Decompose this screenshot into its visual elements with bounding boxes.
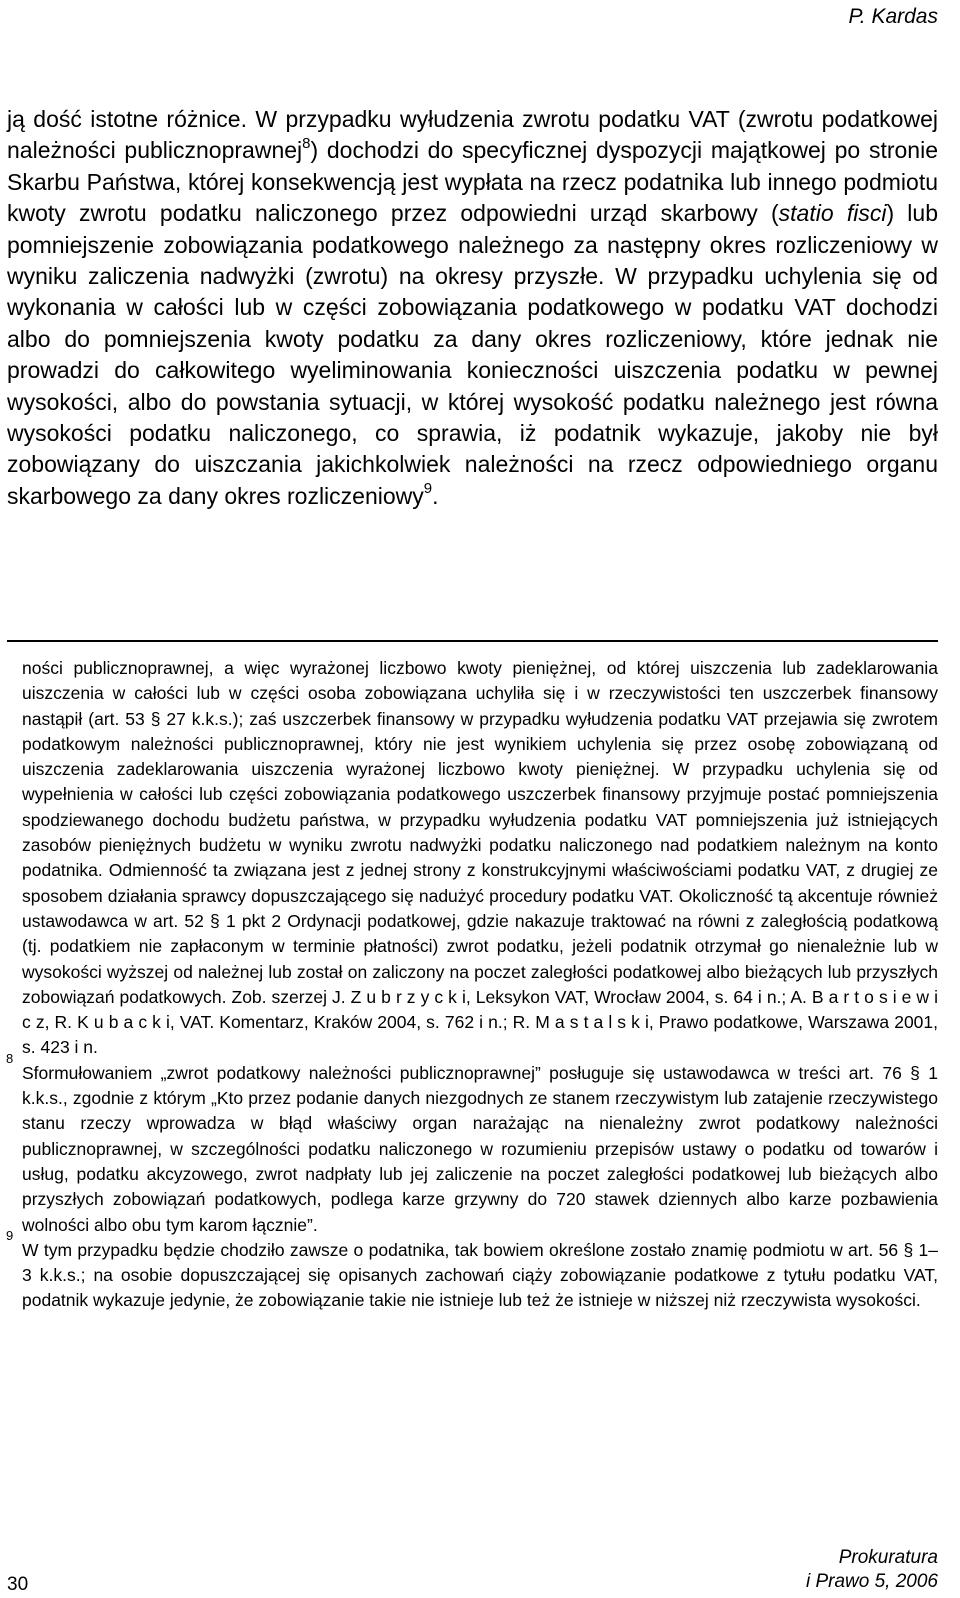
main-text-segment: ) dochodzi do specyficznej dyspozycji majątkowej po stronie Skarbu Państwa, której konsekwencją jest wypłata na rzecz podatnika lub innego podmiotu kwoty zwrotu podatku naliczonego przez odpowiedni urząd skarbowy ( (7, 137, 938, 227)
page-number: 30 (7, 1574, 29, 1595)
footnote-9-text: W tym przypadku będzie chodziło zawsze o podatnika, tak bowiem określone zostało znamię podmiotu w art. 56 § 1–3 k.k.s.; na osobie dopuszczającej się opisanych zachowań ciąży zobowiązanie podatkowe z tytułu podatku VAT, podatnik wykazuje jedynie, że zobowiązanie takie nie istnieje lub też że istnieje w niższej niż rzeczywista wysokości. (22, 1239, 938, 1311)
italic-term: statio fisci (778, 200, 887, 227)
journal-name: Prokuratura (838, 1547, 938, 1568)
main-paragraph (7, 104, 938, 512)
main-body-text (7, 104, 938, 512)
footnote-reference-8: 8 (302, 134, 311, 152)
footnotes-section (6, 656, 938, 1314)
footnote-continued: ności publicznoprawnej, a więc wyrażonej liczbowo kwoty pieniężnej, od której uiszczenia lub zadeklarowania uiszczenia w całości lub w części osoba zobowiązana uchyliła się i w rzeczywistości ten uszczerbek finansowy nastąpił (art. 53 § 27 k.k.s.); zaś uszczerbek finansowy w przypadku wyłudzenia podatku VAT przejawia się zwrotem podatkowym należności publicznoprawnej, który nie jest wynikiem uchylenia się przez osobę zobowiązaną od uiszczenia zadeklarowania uiszczenia wyrażonej liczbowo kwoty pieniężnej. W przypadku uchylenia się od wypełnienia w całości lub części zobowiązania podatkowego uszczerbek finansowy przyjmuje postać pomniejszenia spodziewanego dochodu budżetu państwa, w przypadku wyłudzenia podatku VAT pomniejszenia już istniejących zasobów pieniężnych budżetu w wyniku zwrotu nadwyżki podatku naliczonego nad podatkiem należnym na konto podatnika. Odmienność ta związana jest z jednej strony z konstrukcyjnymi właściwościami podatku VAT, z drugiej ze sposobem działania sprawcy dopuszczającego się nadużyć procedury podatku VAT. Okoliczność tą akcentuje również ustawodawca w art. 52 § 1 pkt 2 Ordynacji podatkowej, gdzie nakazuje traktować na równi z zaległością podatkową (tj. podatkiem nie zapłaconym w terminie płatności) zwrot podatku, jeżeli podatnik otrzymał go nienależnie lub w wysokości wyższej od należnej lub został on zaliczony na poczet zaległości podatkowej albo bieżących lub przyszłych zobowiązań podatkowych. Zob. szerzej J. Z u b r z y c k i, Leksykon VAT, Wrocław 2004, s. 64 i n.; A. B a r t o s i e w i c z, R. K u b a c k i, VAT. Komentarz, Kraków 2004, s. 762 i n.; R. M a s t a l s k i, Prawo podatkowe, Warszawa 2001, s. 423 i n. (22, 658, 938, 1058)
footnote-8-marker: 8 (6, 1050, 14, 1066)
main-text-segment: ją dość istotne różnice. W przypadku wyłudzenia zwrotu podatku VAT (zwrotu podatkowej należności publicznoprawnej (7, 106, 938, 164)
footnote-9-marker: 9 (6, 1227, 14, 1243)
footnote-separator (7, 640, 938, 642)
footnote-8-text: Sformułowaniem „zwrot podatkowy należności publicznoprawnej” posługuje się ustawodawca w treści art. 76 § 1 k.k.s., zgodnie z którym „Kto przez podanie danych niezgodnych ze stanem rzeczywistym lub zatajenie rzeczywistego stanu rzeczy wprowadza w błąd właściwy organ narażając na nienależny zwrot podatkowy należności publicznoprawnej, w szczególności podatku naliczonego w rozumieniu przepisów ustawy o podatku od towarów i usług, podatku akcyzowego, zwrot nadpłaty lub jej zaliczenie na poczet zaległości podatkowej lub bieżących albo przyszłych zobowiązań podatkowych, podlega karze grzywny do 720 stawek dziennych albo karze pozbawienia wolności albo obu tym karom łącznie”. (22, 1062, 938, 1235)
journal-footer (806, 1546, 938, 1594)
footnote-8 (6, 1050, 938, 1238)
footnote-9 (6, 1227, 938, 1314)
journal-issue: i Prawo 5, 2006 (805, 1571, 938, 1592)
main-text-segment: . (432, 482, 439, 509)
running-header-author: P. Kardas (848, 5, 938, 28)
main-text-segment: ) lub pomniejszenie zobowiązania podatkowego należnego za następny okres rozliczeniowy w wyniku zaliczenia nadwyżki (zwrotu) na okresy przyszłe. W przypadku uchylenia się od wykonania w całości lub w części zobowiązania podatkowego w podatku VAT dochodzi albo do pomniejszenia kwoty podatku za dany okres rozliczeniowy, które jednak nie prowadzi do całkowitego wyeliminowania konieczności uiszczenia podatku w pewnej wysokości, albo do powstania sytuacji, w której wysokość podatku należnego jest równa wysokości podatku naliczonego, co sprawia, iż podatnik wykazuje, jakoby nie był zobowiązany do uiszczania jakichkolwiek należności na rzecz odpowiedniego organu skarbowego za dany okres rozliczeniowy (7, 200, 938, 509)
footnote-reference-9: 9 (423, 480, 433, 498)
